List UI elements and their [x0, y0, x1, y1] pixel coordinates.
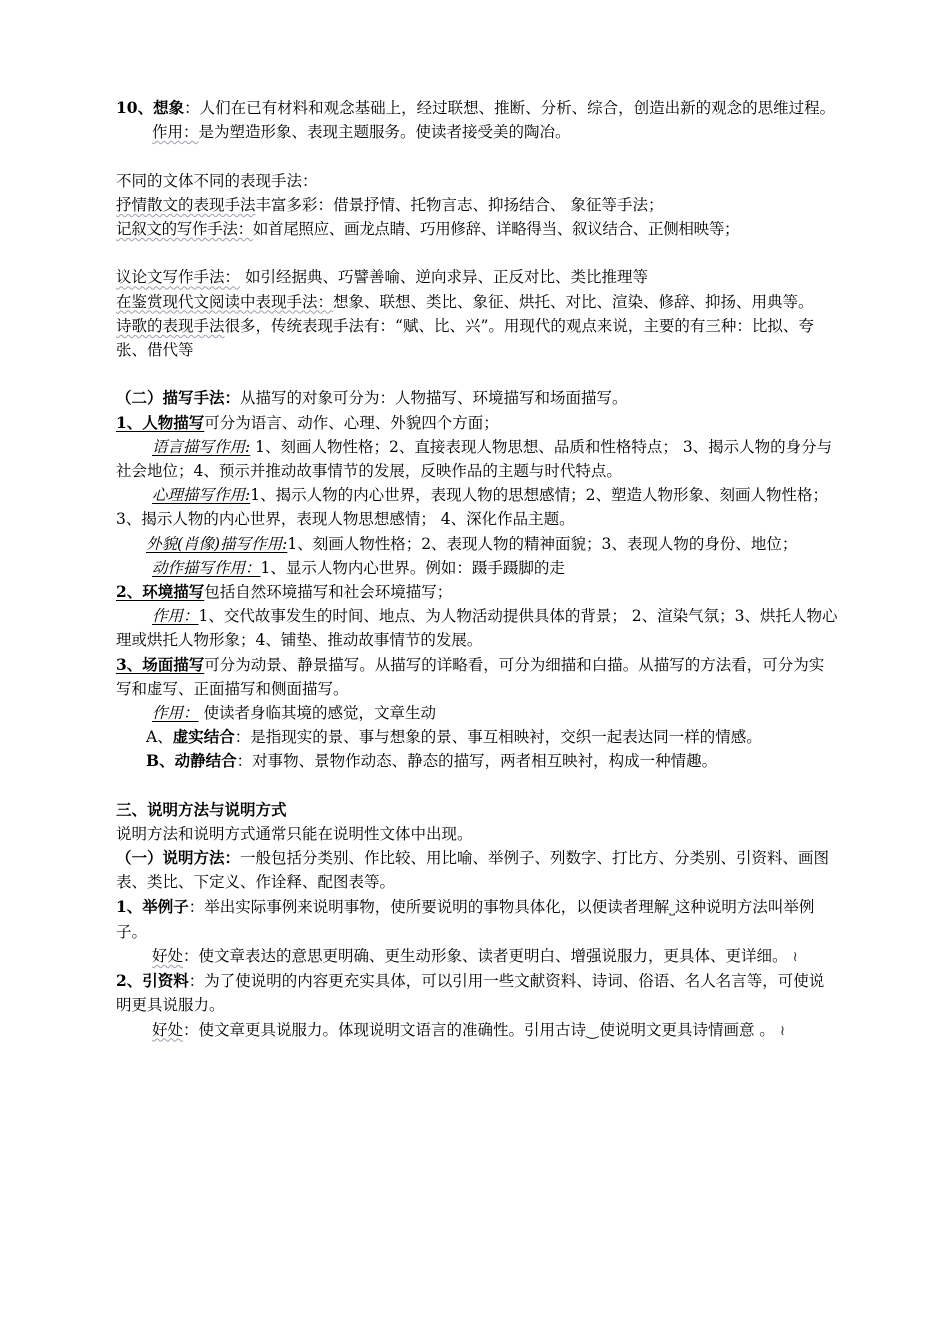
document-page [116, 96, 838, 1043]
environment-use [116, 604, 838, 652]
genre-narrative-label: 记叙文的写作手法： [116, 220, 253, 238]
example-text-2: 这种说明方法叫举例子。 [116, 897, 815, 941]
scene-description [116, 653, 838, 701]
motion-still-heading: B、动静结合 [146, 751, 237, 771]
genre-poem-label: 诗歌的表现手法 [116, 316, 225, 335]
description-heading: （二）描写手法： [116, 388, 241, 408]
character-heading: 1、人物描写 [116, 412, 205, 432]
item-a-prefix: A、 [146, 728, 173, 747]
genre-narrative [116, 217, 838, 241]
environment-use-text: 1、交代故事发生的时间、地点、为人物活动提供具体的背景； 2、渲染气氛；3、烘托人物心理或烘托人物形象；4、铺垫、推动故事情节的发展。 [116, 607, 838, 650]
citation-benefit-text-2: 使说明文更具诗情画意 。 [599, 1020, 780, 1039]
spacer [116, 362, 838, 386]
example-text: ：举出实际事例来说明事物，使所要说明的事物具体化，以便读者理解 [188, 897, 670, 916]
imagination-text: ：人们在已有材料和观念基础上，经过联想、推断、分析、综合，创造出新的观念的思维过程。 [184, 99, 836, 117]
edit-mark: ⏝ [586, 1022, 600, 1039]
action-text: 1、显示人物内心世界。例如：蹑手蹑脚的走 [260, 558, 565, 577]
example-benefit-label: 好处 [152, 947, 184, 966]
citation-benefit-text: ：使文章更具说服力。体现说明文语言的准确性。引用古诗 [183, 1020, 587, 1039]
explanation-methods [116, 846, 838, 894]
example-benefit [116, 944, 838, 969]
example-method [116, 895, 838, 944]
environment-use-label: 作用： [152, 607, 199, 626]
genre-lyric-label: 抒情散文的表现手法 [116, 195, 256, 214]
citation-benefit [116, 1018, 838, 1043]
citation-benefit-label: 好处 [152, 1020, 184, 1039]
citation-heading: 2、引资料 [116, 971, 189, 991]
motion-still-combination [116, 749, 838, 773]
genre-modern [116, 290, 838, 314]
imagination-definition [116, 96, 838, 120]
spacer [116, 774, 838, 798]
citation-text: ：为了使说明的内容更充实具体，可以引用一些文献资料、诗词、俗语、名人名言等，可使说明更具说服力。 [116, 972, 825, 1015]
language-text: 1、刻画人物性格；2、直接表现人物思想、品质和性格特点； 3、揭示人物的身分与社会地位；4、预示并推动故事情节的发展，反映作品的主题与时代特点。 [116, 437, 833, 480]
genres-intro: 不同的文体不同的表现手法： [116, 171, 318, 190]
scene-use [116, 701, 838, 725]
genre-argument-label: 议论文写作手法： [116, 268, 241, 287]
explanation-heading: 三、说明方法与说明方式 [116, 799, 287, 819]
appearance-text: 1、刻画人物性格；2、表现人物的精神面貌；3、表现人物的身份、地位； [287, 534, 798, 553]
motion-still-text: ：对事物、景物作动态、静态的描写，两者相互映衬，构成一种情趣。 [236, 752, 718, 771]
imagination-heading: 10、想象 [116, 98, 185, 117]
scene-text: 可分为动景、静景描写。从描写的详略看，可分为细描和白描。从描写的方法看，可分为实写和虚写、正面描写和侧面描写。 [116, 655, 825, 698]
virtual-real-heading: 虚实结合 [172, 727, 235, 747]
example-heading: 1、举例子 [116, 896, 189, 916]
imagination-use-text: 是为塑造形象、表现主题服务。使读者接受美的陶冶。 [198, 123, 571, 142]
language-description [116, 435, 838, 483]
genre-lyric [116, 193, 838, 217]
scene-heading: 3、场面描写 [116, 654, 205, 674]
genre-poem [116, 314, 838, 362]
explanation-title [116, 798, 838, 822]
appearance-label: 外貌(肖像)描写作用: [146, 534, 288, 553]
genre-argument [116, 265, 838, 289]
virtual-real-combination [116, 725, 838, 749]
methods-text: 一般包括分类别、作比较、用比喻、举例子、列数字、打比方、分类别、引资料、画图表、类比、下定义、作诠释、配图表等。 [116, 849, 830, 892]
imagination-use-label: 作用： [152, 123, 199, 142]
genre-argument-text: 如引经据典、巧譬善喻、逆向求异、正反对比、类比推理等 [240, 268, 648, 287]
paragraph-mark: ≀ [779, 1022, 786, 1039]
character-description [116, 411, 838, 435]
language-label: 语言描写作用: [152, 437, 251, 456]
description-text: 从描写的对象可分为：人物描写、环境描写和场面描写。 [240, 389, 628, 408]
character-text: 可分为语言、动作、心理、外貌四个方面； [204, 413, 499, 432]
appearance-description [116, 532, 838, 556]
scene-use-text: 使读者身临其境的感觉，文章生动 [198, 704, 436, 723]
genre-lyric-text: 丰富多彩：借景抒情、托物言志、抑扬结合、 象征等手法； [255, 195, 664, 214]
spacer [116, 144, 838, 168]
scene-use-label: 作用： [152, 704, 199, 723]
genre-narrative-text: 如首尾照应、画龙点睛、巧用修辞、详略得当、叙议结合、正侧相映等； [252, 220, 740, 238]
psychology-description [116, 483, 838, 531]
description-section [116, 386, 838, 410]
environment-text: 包括自然环境描写和社会环境描写； [204, 583, 453, 602]
imagination-use [116, 120, 838, 144]
psychology-text: 1、揭示人物的内心世界，表现人物的思想感情；2、塑造人物形象、刻画人物性格； 3、揭示人物的内心世界，表现人物思想感情； 4、深化作品主题。 [116, 486, 828, 529]
psychology-label: 心理描写作用: [152, 486, 251, 505]
environment-description [116, 580, 838, 604]
paragraph-mark: ≀ [792, 949, 798, 966]
genre-modern-label: 在鉴赏现代文阅读中表现手法： [116, 292, 334, 311]
action-label: 动作描写作用： [152, 558, 261, 577]
edit-mark: ⎵ [669, 899, 675, 916]
example-benefit-text: ：使文章表达的意思更明确、更生动形象、读者更明白、增强说服力，更具体、更详细。 [183, 947, 793, 966]
explanation-intro: 说明方法和说明方式通常只能在说明性文体中出现。 [116, 825, 473, 844]
action-description [116, 556, 838, 580]
virtual-real-text: ：是指现实的景、事与想象的景、事互相映衬，交织一起表达同一样的情感。 [234, 728, 762, 747]
genre-poem-text: 很多，传统表现手法有：“赋、比、兴”。用现代的观点来说，主要的有三种：比拟、夸张、借代等 [116, 316, 814, 359]
environment-heading: 2、环境描写 [116, 582, 205, 602]
spacer [116, 241, 838, 265]
citation-method [116, 969, 838, 1017]
methods-heading: （一）说明方法： [116, 848, 241, 868]
genre-modern-text: 想象、联想、类比、象征、烘托、对比、渲染、修辞、抑扬、用典等。 [333, 292, 814, 311]
